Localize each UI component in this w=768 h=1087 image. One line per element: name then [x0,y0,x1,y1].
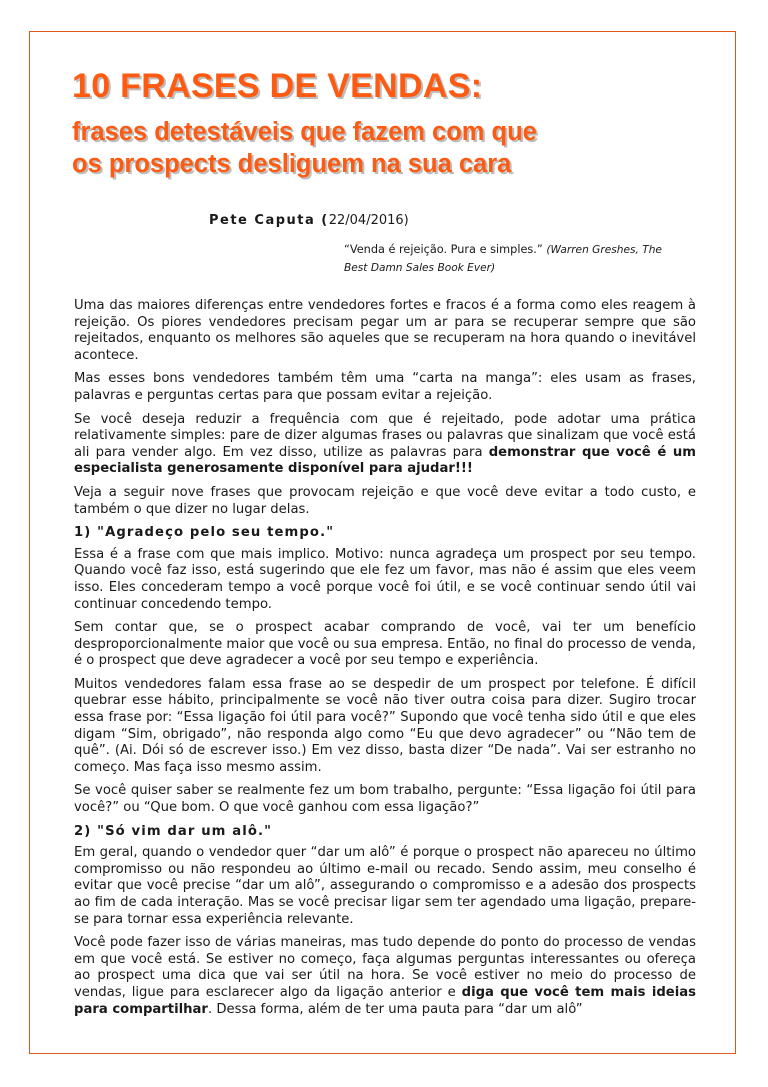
author-name: Pete Caputa [209,213,316,228]
paragraph-4: Veja a seguir nove frases que provocam rejeição e que você deve evitar a todo custo, e também o que dizer no lugar delas. [74,484,696,517]
section-heading-1: 1) "Agradeço pelo seu tempo." [74,525,335,541]
epigraph-source: (Warren Greshes, The Best Damn Sales Book Ever) [344,244,662,274]
subtitle-line-1: frases detestáveis que fazem com que [72,118,537,146]
paragraph-8: Se você quiser saber se realmente fez um bom trabalho, pergunte: “Essa ligação foi útil para você?” ou “Que bom. O que você ganhou com essa ligação?” [74,783,696,816]
byline [209,213,409,228]
paragraph-2: Mas esses bons vendedores também têm uma “carta na manga”: eles usam as frases, palavras e perguntas certas para que possam evitar a rejeição. [74,371,696,403]
epigraph [344,241,664,277]
subtitle-line-2: os prospects desliguem na sua cara [72,150,512,178]
paragraph-10-emphasis: diga que você tem mais ideias para compartilhar [74,984,696,1017]
byline-paren: ( [315,213,329,228]
paragraph-1: Uma das maiores diferenças entre vendedores fortes e fracos é a forma como eles reagem à rejeição. Os piores vendedores precisam pegar um ar para se recuperar sempre que são rejeitados, enquanto os melhores são aqueles que se recuperam na hora quando o inevitável acontece. [74,298,696,363]
paragraph-5: Essa é a frase com que mais implico. Motivo: nunca agradeça um prospect por seu tempo. Quando você faz isso, está sugerindo que ele fez um favor, mas não é assim que eles veem isso. Eles concederam tempo a você porque você foi útil, e se você continuar sendo útil vai continuar concedendo tempo. [74,546,696,612]
document-subtitle [72,116,537,180]
paragraph-10 [74,935,696,1018]
paragraph-10-text-c: . Dessa forma, além de ter uma pauta para “dar um alô” [207,1001,583,1017]
paragraph-10-text-a: Você pode fazer isso de várias maneiras, mas tudo depende do ponto do processo de vendas em que você está. Se estiver no começo, faça algumas perguntas interessantes ou ofereça ao prospect uma dica que vai ser útil na hora. Se você estiver no meio do processo de vendas, ligue para esclarecer algo da ligação anterior e [74,935,696,1000]
section-heading-2: 2) "Só vim dar um alô." [74,823,273,839]
paragraph-3 [74,412,696,478]
paragraph-9: Em geral, quando o vendedor quer “dar um alô” é porque o prospect não apareceu no último compromisso ou não respondeu ao último e-mail ou recado. Sendo assim, meu conselho é evitar que você precise “dar um alô”, assegurando o compromisso e a adesão dos prospects ao fim de cada interação. Mas se você precisar ligar sem ter agendado uma ligação, prepare-se para tornar essa experiência relevante. [74,845,696,927]
paragraph-3-text: Se você deseja reduzir a frequência com que é rejeitado, pode adotar uma prática relativamente simples: pare de dizer algumas frases ou palavras que sinalizam que você está ali para vender algo. Em vez disso, utilize as palavras para [74,411,696,460]
paragraph-7: Muitos vendedores falam essa frase ao se despedir de um prospect por telefone. É difícil quebrar esse hábito, principalmente se você não tiver outra coisa para dizer. Sugiro trocar essa frase por: “Essa ligação foi útil para você?” Supondo que você tenha sido útil e que eles digam “Sim, obrigado”, não responda algo como “Eu que devo agradecer” ou “Não tem de quê”. (Ai. Dói só de escrever isso.) Em vez disso, basta dizer “De nada”. Vai ser estranho no começo. Mas faça isso mesmo assim. [74,676,696,775]
paragraph-6: Sem contar que, se o prospect acabar comprando de você, vai ter um benefício desproporcionalmente maior que você ou sua empresa. Então, no final do processo de venda, é o prospect que deve agradecer a você por seu tempo e experiência. [74,620,696,669]
publish-date: 22/04/2016) [328,213,409,228]
document-title: 10 FRASES DE VENDAS: [72,67,483,105]
paragraph-3-emphasis: demonstrar que você é um especialista generosamente disponível para ajudar!!! [74,444,696,477]
epigraph-quote: “Venda é rejeição. Pura e simples.” [344,243,547,256]
article-body [74,298,696,1025]
